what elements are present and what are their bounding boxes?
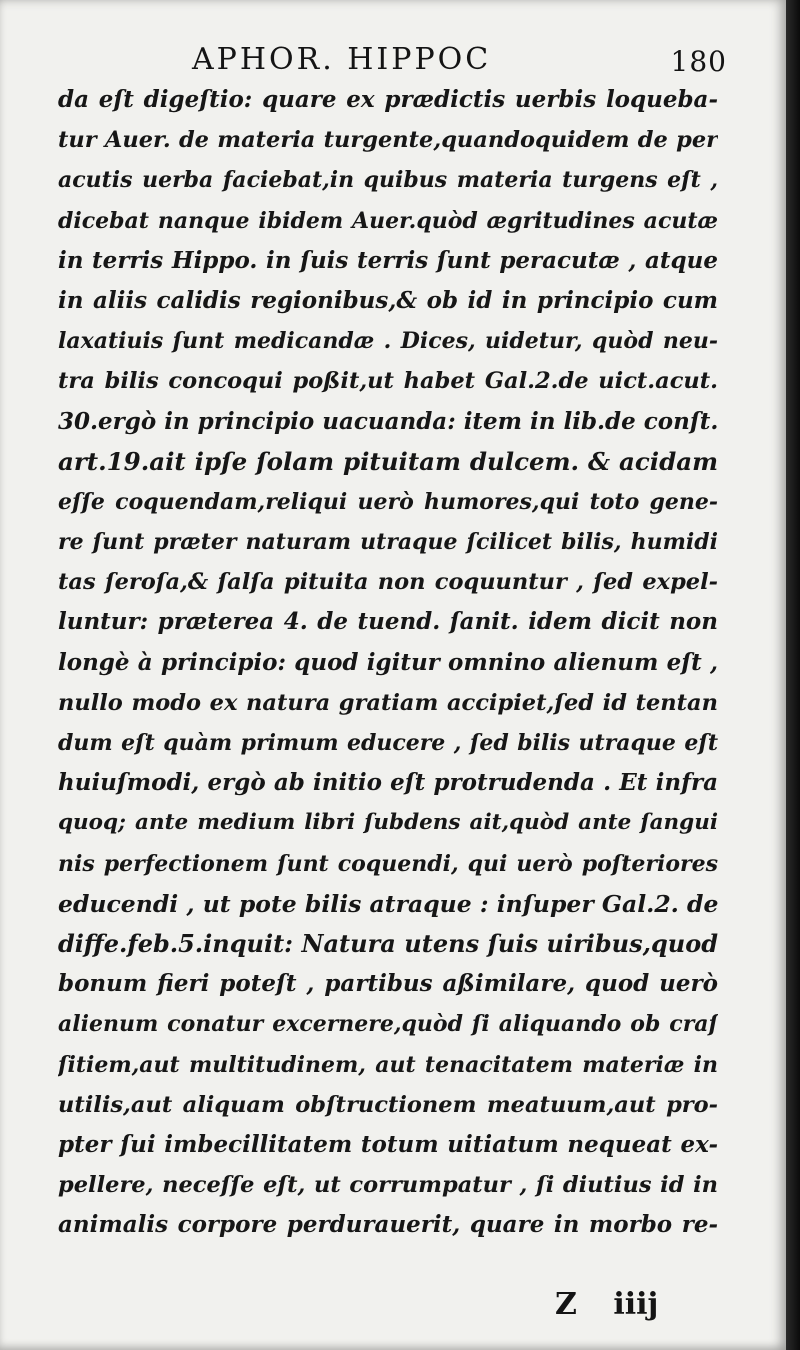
page-edge (786, 0, 800, 1350)
text-line: huiuſmodi, ergò ab initio eſt protrudenda . Et infra (58, 769, 718, 797)
text-line: laxatiuis ſunt medicandæ . Dices, uidetur, quòd neu- (58, 328, 718, 355)
text-line: art.19.ait ipſe ſolam pituitam dulcem. & acidam (58, 446, 718, 476)
text-line: animalis corpore perdurauerit, quare in morbo re- (58, 1211, 718, 1239)
text-line: dicebat nanque ibidem Auer.quòd ægritudines acutæ (58, 207, 718, 234)
text-line: quoq; ante medium libri ſubdens ait,quòd ante ſangui (58, 810, 718, 836)
text-line: pter ſui imbecillitatem totum uitiatum nequeat ex- (58, 1130, 718, 1158)
text-line: acutis uerba faciebat,in quibus materia turgens eſt , (58, 167, 718, 194)
text-line: tra bilis concoqui poßit,ut habet Gal.2.de uict.acut. (58, 368, 718, 395)
text-line: dum eſt quàm primum educere , ſed bilis utraque eſt (58, 730, 718, 756)
text-line: bonum fieri poteſt , partibus aßimilare, quod uerò (58, 970, 718, 998)
text-line: pellere, neceſſe eſt, ut corrumpatur , ſi diutius id in (58, 1172, 718, 1199)
signature-mark: Z iiij (555, 1287, 659, 1322)
text-line: tas ſeroſa,& ſalſa pituita non coquuntur , ſed expel- (58, 569, 718, 596)
text-line: ſitiem,aut multitudinem, aut tenacitatem materiæ in (58, 1051, 718, 1078)
text-line: in aliis calidis regionibus,& ob id in principio cum (58, 286, 718, 314)
text-line: nullo modo ex natura gratiam accipiet,ſed id tentan (58, 689, 718, 716)
text-line: educendi , ut pote bilis atraque : inſuper Gal.2. de (58, 889, 718, 918)
running-head-title: APHOR. HIPPOC (192, 42, 492, 77)
running-head (62, 38, 727, 82)
text-line: 30.ergò in principio uacuanda: item in lib.de conſt. (58, 407, 718, 435)
text-line: diffe.feb.5.inquit: Natura utens ſuis uiribus,quod (58, 928, 718, 958)
text-line: alienum conatur excernere,quòd ſi aliquando ob craſ (58, 1011, 718, 1038)
text-line: tur Auer. de materia turgente,quandoquidem de per (58, 127, 718, 154)
text-line: longè à principio: quod igitur omnino alienum eſt , (58, 648, 718, 676)
text-line: da eſt digeſtio: quare ex prædictis uerbis loqueba- (58, 86, 718, 113)
text-line: nis perfectionem ſunt coquendi, qui uerò poſteriores (58, 850, 718, 877)
page-number: 180 (670, 45, 727, 78)
text-line: re ſunt præter naturam utraque ſcilicet bilis, humidi (58, 529, 718, 556)
text-line: in terris Hippo. in ſuis terris ſunt peracutæ , atque (58, 246, 718, 274)
text-line: eſſe coquendam,reliqui uerò humores,qui toto gene- (58, 488, 718, 515)
text-line: utilis,aut aliquam obſtructionem meatuum,aut pro- (58, 1091, 718, 1118)
body-text (58, 80, 718, 1245)
text-line: luntur: præterea 4. de tuend. ſanit. idem dicit non (58, 608, 718, 636)
